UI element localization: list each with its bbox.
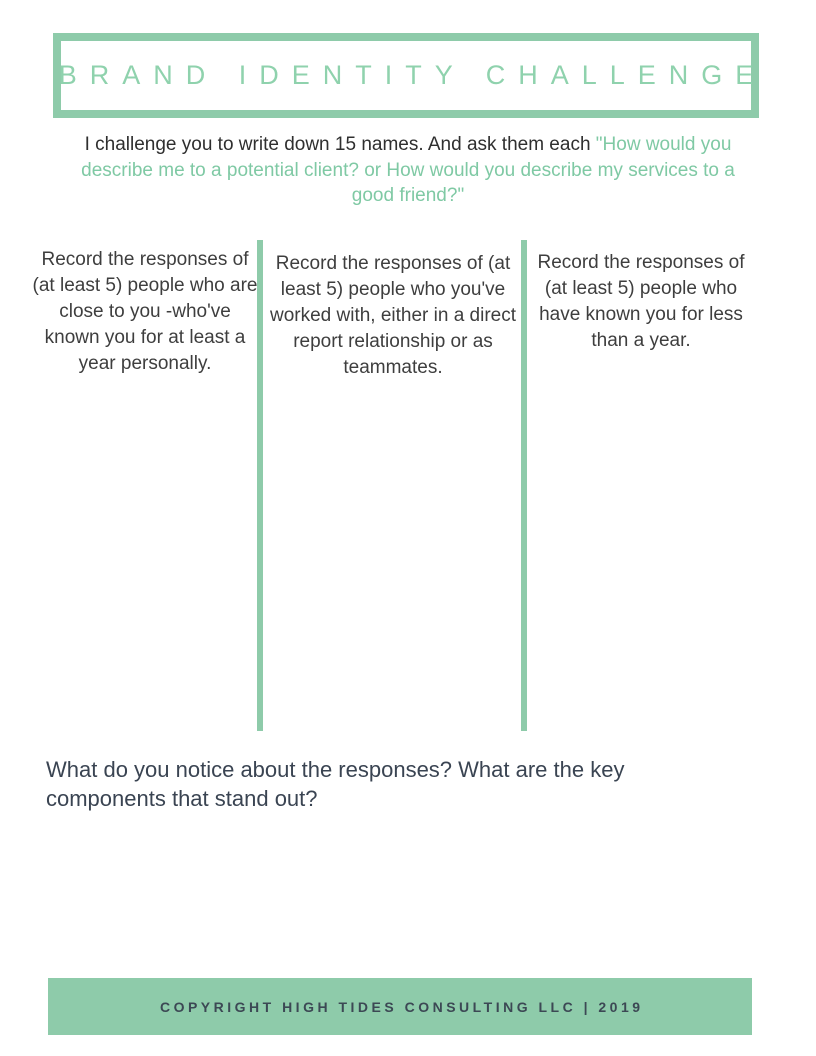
intro-paragraph (58, 132, 758, 209)
footer-bar (48, 978, 752, 1035)
page-title: BRAND IDENTITY CHALLENGE (58, 60, 767, 90)
column-instruction-personal: Record the responses of (at least 5) people who are close to you -who've known you for at least a year personally. (32, 249, 258, 374)
column-instruction-work: Record the responses of (at least 5) people who you've worked with, either in a direct report relationship or as teammates. (269, 253, 517, 378)
copyright-text: COPYRIGHT HIGH TIDES CONSULTING LLC | 2019 (159, 998, 644, 1015)
title-frame (53, 33, 767, 118)
intro-challenge-text: I challenge you to write down 15 names. And ask them each (84, 134, 596, 155)
intro-quote-text: "How would you describe me to a potential client? or How would you describe my services to a good friend?" (81, 134, 735, 206)
column-instruction-new-acquaintance: Record the responses of (at least 5) people who have known you for less than a year. (537, 252, 745, 351)
reflection-question: What do you notice about the responses? What are the key components that stand out? (46, 757, 625, 811)
column-divider-right (521, 240, 527, 731)
